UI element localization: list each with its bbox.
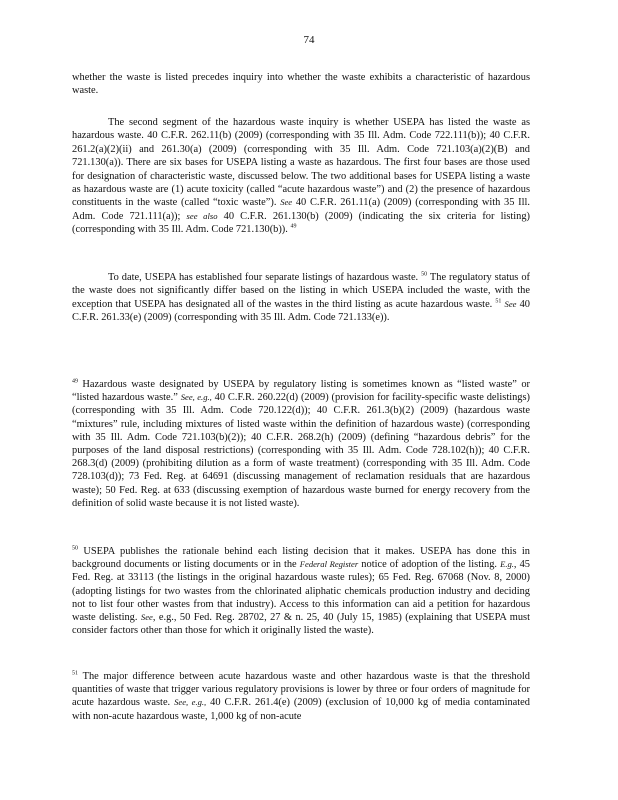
citation-text: 40 C.F.R. 261.130(b) (2009) (indicating the six criteria for listing) (corresponding with 35 Ill. Adm. Code 721.130(b)). [72,210,531,236]
footnote-50 [72,545,530,637]
publication-title: Federal Register [299,559,359,570]
footnote-reference[interactable]: 51 [495,298,502,305]
citation-signal: See, e.g., [174,697,207,708]
footnote-text: 40 C.F.R. 261.4(e) (2009) (exclusion of 10,000 kg of media contaminated with non-acute hazardous waste, 1,000 kg of non-acute [72,697,530,722]
footnote-reference[interactable]: 49 [290,223,297,230]
footnote-reference[interactable]: 50 [421,271,428,278]
footnote-51 [72,670,530,723]
citation-signal: See [280,197,293,208]
footnote-number: 49 [72,378,78,385]
citation-signal: See [140,612,153,623]
citation-signal: E.g. [500,559,514,570]
footnote-number: 50 [72,545,78,552]
footnote-text: USEPA publishes the rationale behind each listing decision that it makes. USEPA has done this in background documents or listing documents or in the [72,546,530,571]
page-number: 74 [303,34,315,46]
paragraph-four-listings [72,271,530,325]
footnote-text: notice of adoption of the listing. [361,559,497,571]
citation-text: 40 C.F.R. 261.11(a) (2009) (corresponding with 35 Ill. Adm. Code 721.111(a)); [72,197,530,222]
footnote-49 [72,378,530,510]
footnote-number: 51 [72,670,78,677]
paragraph-text: The second segment of the hazardous waste inquiry is whether USEPA has listed the waste as hazardous waste. 40 C.F.R. 262.11(b) (2009) (corresponding with 35 Ill. Adm. Code 722.111(b)); 40 C.F.R. 261.2(a)(2)(ii) and 261.30(a) (2009) (corresponding with 35 Ill. Adm. Code 721.103(a)(2)(B) and 721.130(a)). There are six bases for USEPA listing a waste as hazardous. The first four bases are those used for designation of characteristic waste, discussed below. The two additional bases for USEPA listing a waste as hazardous waste are (1) acute toxicity (called “acute hazardous waste”) and (2) the presence of hazardous constituents in the waste (called “toxic waste”). [72,117,530,209]
paragraph-text: whether the waste is listed precedes inquiry into whether the waste exhibits a characteristic of hazardous waste. [72,72,530,97]
footnote-text: Hazardous waste designated by USEPA by regulatory listing is sometimes known as “listed waste” or “listed hazardous waste.” [72,379,530,404]
footnote-text: , 45 Fed. Reg. at 33113 (the listings in the original hazardous waste rules); 65 Fed. Reg. 67068 (Nov. 8, 2000) (adopting listings for two wastes from the chlorinated aliphatic chemicals production industry and deciding not to list four other wastes from that industry). Access to this information can aid a petition for hazardous waste delisting. [72,559,530,624]
citation-signal: see also [186,210,218,221]
paragraph-continuation [72,71,530,98]
paragraph-listing-bases [72,116,530,237]
paragraph-text: To date, USEPA has established four separate listings of hazardous waste. [108,272,419,283]
citation-text: 40 C.F.R. 261.33(e) (2009) (corresponding with 35 Ill. Adm. Code 721.133(e)). [72,298,530,324]
footnote-text: The major difference between acute hazardous waste and other hazardous waste is that the threshold quantities of waste that trigger various regulatory provisions is lower by three or four orders of magnitude for acute hazardous waste. [72,671,530,709]
paragraph-text: The regulatory status of the waste does not significantly differ based on the listing in which USEPA included the waste, with the exception that USEPA has designated all of the wastes in the third listing as acute hazardous waste. [72,272,530,310]
footnote-text: , e.g., 50 Fed. Reg. 28702, 27 & n. 25, 40 (July 15, 1985) (explaining that USEPA must consider factors other than those for which it originally listed the waste). [72,612,530,637]
footnote-text: 40 C.F.R. 260.22(d) (2009) (provision for facility-specific waste delistings) (corresponding with 35 Ill. Adm. Code 720.122(d)); 40 C.F.R. 261.3(b)(2) (2009) (hazardous waste “mixtures” rule, including mixtures of listed waste within the definition of hazardous waste) (corresponding with 35 Ill. Adm. Code 721.103(b)(2)); 40 C.F.R. 268.2(h) (2009) (defining “hazardous debris” for the purposes of the land disposal restrictions) (corresponding with 35 Ill. Adm. Code 728.102(h)); 40 C.F.R. 268.3(d) (2009) (prohibiting dilution as a form of waste treatment) (corresponding with 35 Ill. Adm. Code 728.103(d)); 73 Fed. Reg. at 64691 (discussing management of reclamation residuals that are hazardous waste); 50 Fed. Reg. at 633 (discussing exemption of hazardous waste burned for energy recovery from the definition of solid waste because it is not listed waste). [72,392,530,509]
citation-signal: See [504,298,517,309]
citation-signal: See, e.g., [180,392,212,403]
